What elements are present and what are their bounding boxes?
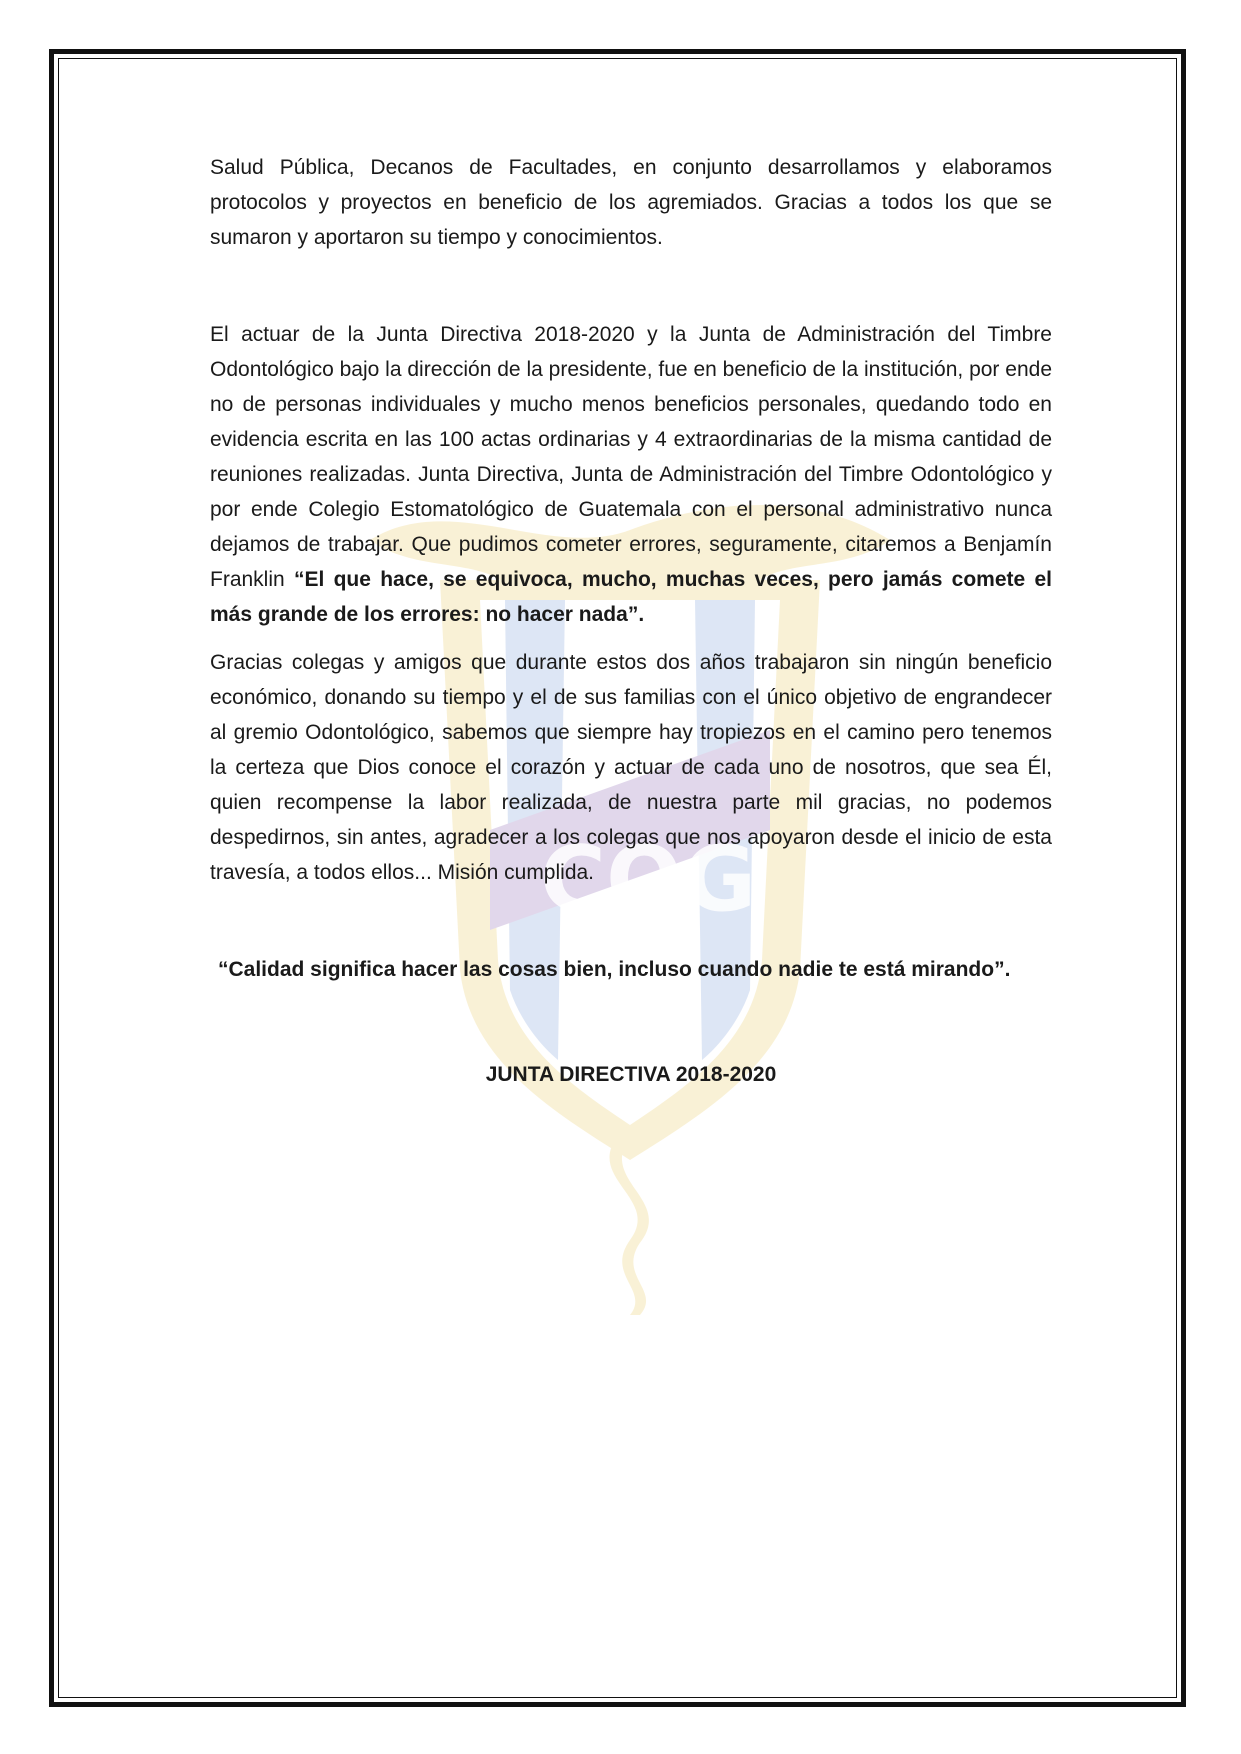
paragraph-2	[210, 317, 1052, 632]
closing-quote: “Calidad significa hacer las cosas bien, incluso cuando nadie te está mirando”.	[218, 958, 1011, 981]
paragraph-2-text: El actuar de la Junta Directiva 2018-2020 y la Junta de Administración del Timbre Odontológico bajo la dirección de la presidente, fue en beneficio de la institución, por ende no de personas individuales y mucho menos beneficios personales, quedando todo en evidencia escrita en las 100 actas ordinarias y 4 extraordinarias de la misma cantidad de reuniones realizadas. Junta Directiva, Junta de Administración del Timbre Odontológico y por ende Colegio Estomatológico de Guatemala con el personal administrativo nunca dejamos de trabajar. Que pudimos cometer errores, seguramente, citaremos a Benjamín Franklin	[210, 323, 1052, 591]
document-body	[210, 150, 1052, 1092]
franklin-quote: “El que hace, se equivoca, mucho, muchas veces, pero jamás comete el más grande de los errores: no hacer nada”.	[210, 568, 1052, 626]
paragraph-1: Salud Pública, Decanos de Facultades, en conjunto desarrollamos y elaboramos protocolos y proyectos en beneficio de los agremiados. Gracias a todos los que se sumaron y aportaron su tiempo y conocimientos.	[210, 156, 1052, 249]
signature: JUNTA DIRECTIVA 2018-2020	[485, 1063, 777, 1086]
paragraph-3: Gracias colegas y amigos que durante estos dos años trabajaron sin ningún beneficio económico, donando su tiempo y el de sus familias con el único objetivo de engrandecer al gremio Odontológico, sabemos que siempre hay tropiezos en el camino pero tenemos la certeza que Dios conoce el corazón y actuar de cada uno de nosotros, que sea Él, quien recompense la labor realizada, de nuestra parte mil gracias, no podemos despedirnos, sin antes, agradecer a los colegas que nos apoyaron desde el inicio de esta travesía, a todos ellos... Misión cumplida.	[210, 651, 1052, 884]
svg-text:COG: COG	[540, 827, 757, 932]
